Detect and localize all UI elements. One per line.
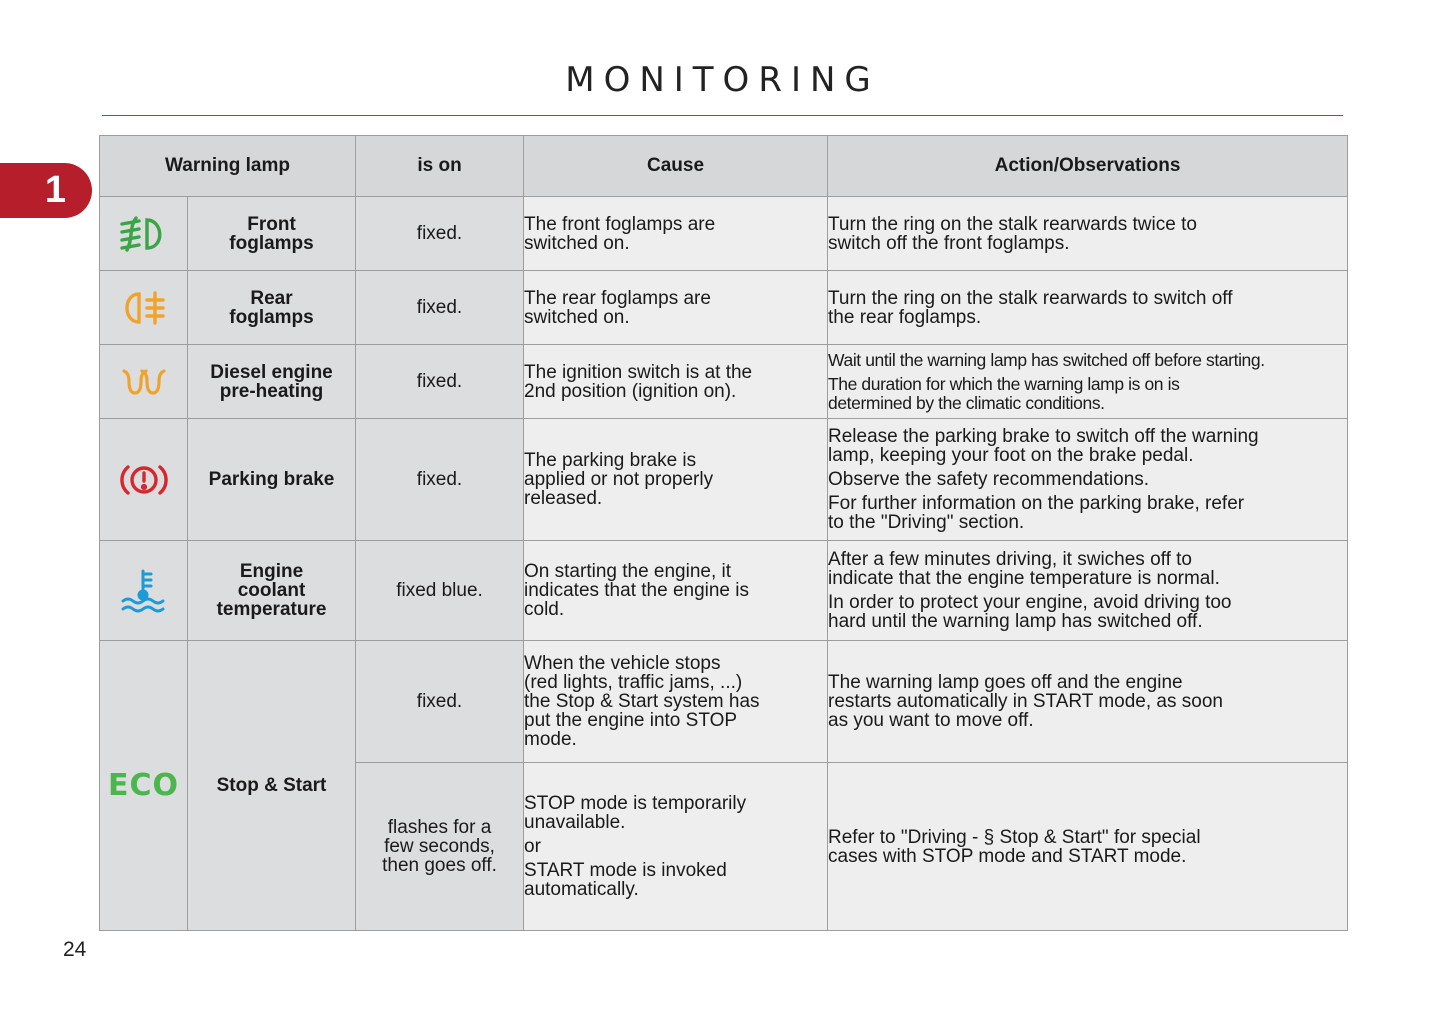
column-header-warning-lamp: Warning lamp [100, 136, 356, 197]
action-paragraph: Wait until the warning lamp has switched off before starting. [828, 349, 1265, 370]
parking-brake-icon [119, 460, 169, 500]
action-paragraph: Turn the ring on the stalk rearwards twice to switch off the front foglamps. [828, 213, 1197, 254]
action-paragraph: In order to protect your engine, avoid driving too hard until the warning lamp has switched off. [828, 592, 1232, 632]
lamp-state: fixed blue. [356, 541, 524, 641]
action-paragraph: Turn the ring on the stalk rearwards to switch off the rear foglamps. [828, 287, 1233, 328]
lamp-state: fixed. [356, 419, 524, 541]
lamp-state: flashes for a few seconds, then goes off. [356, 763, 524, 931]
lamp-icon-cell [100, 419, 188, 541]
lamp-action [828, 763, 1348, 931]
lamp-name: Stop & Start [188, 641, 356, 931]
column-header-is-on: is on [356, 136, 524, 197]
lamp-cause: The front foglamps are switched on. [524, 197, 828, 271]
action-paragraph: After a few minutes driving, it swiches off to indicate that the engine temperature is normal. [828, 549, 1220, 589]
lamp-action [828, 271, 1348, 345]
table-row [100, 419, 1348, 541]
lamp-name: Rear foglamps [188, 271, 356, 345]
table-row [100, 345, 1348, 419]
action-paragraph: For further information on the parking brake, refer to the "Driving" section. [828, 493, 1245, 533]
lamp-state: fixed. [356, 345, 524, 419]
lamp-cause [524, 763, 828, 931]
lamp-icon-cell [100, 197, 188, 271]
lamp-name: Diesel engine pre-heating [188, 345, 356, 419]
eco-icon: ECO [107, 768, 179, 803]
lamp-icon-cell [100, 345, 188, 419]
lamp-action [828, 345, 1348, 419]
lamp-name: Engine coolant temperature [188, 541, 356, 641]
lamp-icon-cell [100, 541, 188, 641]
table-row [100, 541, 1348, 641]
rear-foglamp-icon [119, 289, 169, 327]
cause-paragraph: START mode is invoked automatically. [524, 860, 727, 900]
action-paragraph: The warning lamp goes off and the engine restarts automatically in START mode, as soon as you want to move off. [828, 672, 1223, 731]
table-header-row [100, 136, 1348, 197]
page-number: 24 [63, 938, 87, 961]
chapter-tab[interactable]: 1 [0, 163, 92, 218]
lamp-cause: The ignition switch is at the 2nd position (ignition on). [524, 345, 828, 419]
lamp-name: Parking brake [188, 419, 356, 541]
lamp-icon-cell [100, 271, 188, 345]
lamp-name: Front foglamps [188, 197, 356, 271]
lamp-cause: When the vehicle stops (red lights, traffic jams, ...) the Stop & Start system has put the engine into STOP mode. [524, 641, 828, 763]
coolant-temperature-icon [119, 568, 169, 614]
lamp-state: fixed. [356, 641, 524, 763]
lamp-action [828, 641, 1348, 763]
action-paragraph: The duration for which the warning lamp is on is determined by the climatic conditions. [828, 373, 1180, 413]
cause-paragraph: STOP mode is temporarily unavailable. [524, 793, 747, 833]
action-paragraph: Release the parking brake to switch off the warning lamp, keeping your foot on the brake pedal. [828, 426, 1259, 466]
action-paragraph: Observe the safety recommendations. [828, 469, 1150, 490]
lamp-state: fixed. [356, 197, 524, 271]
lamp-cause: The rear foglamps are switched on. [524, 271, 828, 345]
lamp-cause: The parking brake is applied or not properly released. [524, 419, 828, 541]
diesel-preheating-icon [121, 367, 167, 397]
lamp-action [828, 419, 1348, 541]
column-header-action: Action/Observations [828, 136, 1348, 197]
front-foglamp-icon [119, 215, 169, 253]
title-divider [102, 115, 1343, 116]
table-row [100, 641, 1348, 763]
column-header-cause: Cause [524, 136, 828, 197]
lamp-action [828, 197, 1348, 271]
page-title: MONITORING [565, 60, 880, 100]
table-row [100, 271, 1348, 345]
lamp-cause: On starting the engine, it indicates that the engine is cold. [524, 541, 828, 641]
warning-lamp-table [99, 135, 1348, 931]
lamp-action [828, 541, 1348, 641]
action-paragraph: Refer to "Driving - § Stop & Start" for special cases with STOP mode and START mode. [828, 826, 1201, 867]
cause-paragraph: or [524, 836, 541, 857]
lamp-icon-cell [100, 641, 188, 931]
lamp-state: fixed. [356, 271, 524, 345]
table-row [100, 197, 1348, 271]
